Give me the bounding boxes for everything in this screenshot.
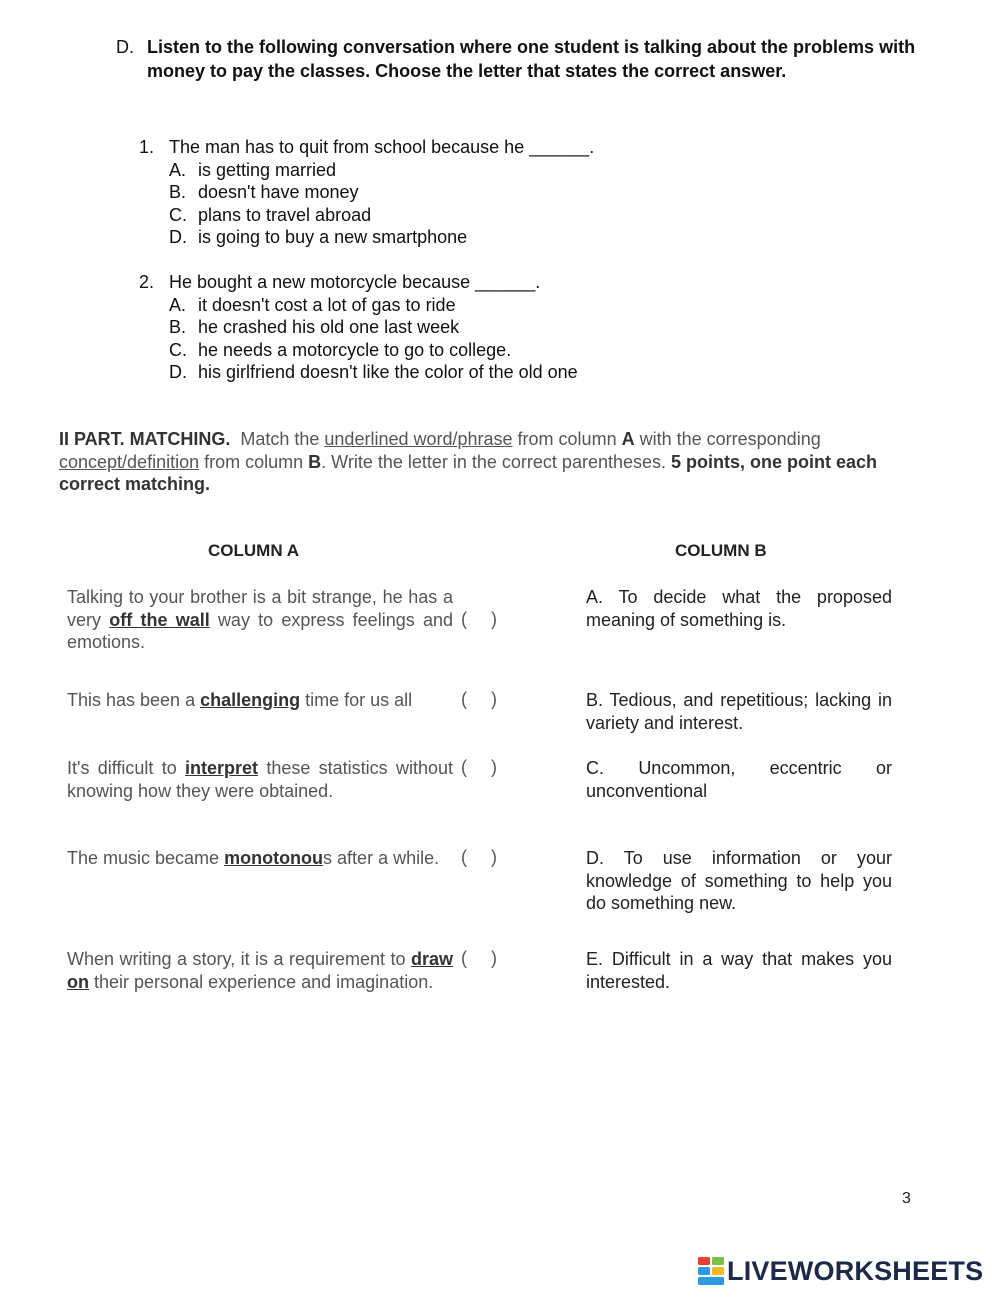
paren-close: ) (491, 757, 497, 777)
definition-text: Difficult in a way that makes you interested. (586, 949, 892, 992)
part2-column-a: A (621, 429, 635, 449)
section-d (116, 35, 916, 83)
sentence-text: When writing a story, it is a requirement to (67, 949, 406, 969)
logo-block-yellow (712, 1267, 724, 1275)
row-5-answer-parentheses[interactable] (461, 948, 501, 972)
option-letter: B. (169, 317, 187, 337)
logo-blocks-icon (698, 1257, 724, 1285)
row-1-answer-parentheses[interactable] (461, 609, 501, 633)
definition-text: To use information or your knowledge of something to help you do something new. (586, 848, 892, 913)
option-text: he crashed his old one last week (198, 317, 460, 337)
option-letter: C. (169, 204, 187, 225)
question-1 (139, 136, 739, 249)
definition-text: Tedious, and repetitious; lacking in variety and interest. (586, 690, 892, 733)
part2-text: from column (204, 451, 304, 472)
option-letter: B. (169, 182, 187, 202)
option-d (169, 361, 739, 384)
part2-points: 5 points, one point each correct matching. (59, 451, 878, 494)
paren-open: ( (461, 609, 467, 629)
part2-text: from column (517, 429, 617, 449)
question-number: 1. (139, 137, 155, 157)
definition-text: Uncommon, eccentric or unconventional (586, 758, 892, 801)
question-2 (139, 271, 739, 384)
paren-close: ) (491, 847, 497, 867)
definition-letter: B. (586, 690, 604, 710)
option-b (169, 181, 739, 204)
option-a (169, 294, 739, 317)
sentence-text: s after a while. (323, 848, 440, 868)
row-4-definition (586, 847, 892, 915)
part2-instructions (59, 428, 909, 496)
sentence-text: The music became (67, 848, 220, 868)
option-c (169, 339, 739, 362)
question-stem: He bought a new motorcycle because ______. (169, 272, 541, 292)
target-phrase: challenging (200, 690, 301, 710)
row-2-definition (586, 689, 892, 734)
paren-close: ) (491, 609, 497, 629)
sentence-text: these statistics without knowing how they were obtained. (67, 758, 453, 801)
option-b (169, 316, 739, 339)
paren-open: ( (461, 757, 467, 777)
row-3-sentence (67, 757, 453, 802)
paren-open: ( (461, 847, 467, 867)
definition-letter: D. (586, 848, 604, 868)
option-a (169, 159, 739, 182)
section-d-letter: D. (116, 37, 134, 57)
option-letter: C. (169, 339, 187, 360)
part2-underlined-term: underlined word/phrase (324, 429, 513, 449)
logo-block-red (698, 1257, 710, 1265)
definition-text: To decide what the proposed meaning of something is. (586, 587, 892, 630)
part2-underlined-term: concept/definition (59, 451, 200, 472)
row-3-definition (586, 757, 892, 802)
option-text: is getting married (198, 159, 337, 180)
option-text: his girlfriend doesn't like the color of the old one (198, 362, 578, 382)
part2-text: Match the (240, 429, 320, 449)
part2-text: . Write the letter in the correct parentheses. (321, 451, 667, 472)
target-phrase: draw on (67, 949, 453, 992)
question-number: 2. (139, 272, 155, 292)
row-4-sentence (67, 847, 453, 870)
part2-column-b: B (308, 451, 322, 472)
option-c (169, 204, 739, 227)
definition-letter: C. (586, 758, 604, 778)
sentence-text: Talking to your brother is a bit strange, he has a very (67, 587, 453, 630)
question-stem: The man has to quit from school because he ______. (169, 137, 595, 157)
paren-open: ( (461, 948, 467, 968)
option-text: it doesn't cost a lot of gas to ride (198, 294, 456, 315)
paren-open: ( (461, 689, 467, 709)
row-4-answer-parentheses[interactable] (461, 847, 501, 871)
option-d (169, 226, 739, 249)
definition-letter: A. (586, 587, 604, 607)
part2-text: with the corresponding (639, 429, 821, 449)
logo-block-blue (698, 1267, 710, 1275)
row-2-answer-parentheses[interactable] (461, 689, 501, 713)
option-letter: D. (169, 227, 187, 247)
sentence-text: way to express feelings and emotions. (67, 609, 453, 652)
target-phrase: monotonou (224, 848, 324, 868)
option-letter: A. (169, 294, 187, 315)
logo-text: LIVEWORKSHEETS (727, 1255, 984, 1286)
paren-close: ) (491, 948, 497, 968)
row-3-answer-parentheses[interactable] (461, 757, 501, 781)
row-1-definition (586, 586, 892, 631)
option-text: he needs a motorcycle to go to college. (198, 339, 512, 360)
option-text: doesn't have money (198, 182, 359, 202)
part2-title: II PART. MATCHING. (59, 429, 231, 449)
target-phrase: off the wall (109, 609, 210, 630)
option-text: is going to buy a new smartphone (198, 227, 468, 247)
sentence-text: their personal experience and imagination. (94, 971, 434, 992)
row-1-sentence (67, 586, 453, 654)
row-2-sentence (67, 689, 453, 712)
option-letter: A. (169, 159, 187, 180)
sentence-text: It's difficult to (67, 758, 177, 778)
row-5-sentence (67, 948, 453, 993)
section-d-instruction: Listen to the following conversation where one student is talking about the problems with money to pay the classes. Choose the letter that states the correct answer. (147, 37, 916, 81)
definition-letter: E. (586, 949, 604, 969)
sentence-text: This has been a (67, 690, 196, 710)
target-phrase: interpret (185, 758, 259, 778)
paren-close: ) (491, 689, 497, 709)
option-letter: D. (169, 362, 187, 382)
page-number: 3 (902, 1190, 911, 1207)
logo-block-green (712, 1257, 724, 1265)
sentence-text: time for us all (305, 690, 413, 710)
column-a-header: COLUMN A (208, 541, 299, 560)
option-text: plans to travel abroad (198, 204, 372, 225)
row-5-definition (586, 948, 892, 993)
liveworksheets-logo (698, 1254, 983, 1288)
logo-block-base (698, 1277, 724, 1285)
column-b-header: COLUMN B (675, 541, 767, 560)
